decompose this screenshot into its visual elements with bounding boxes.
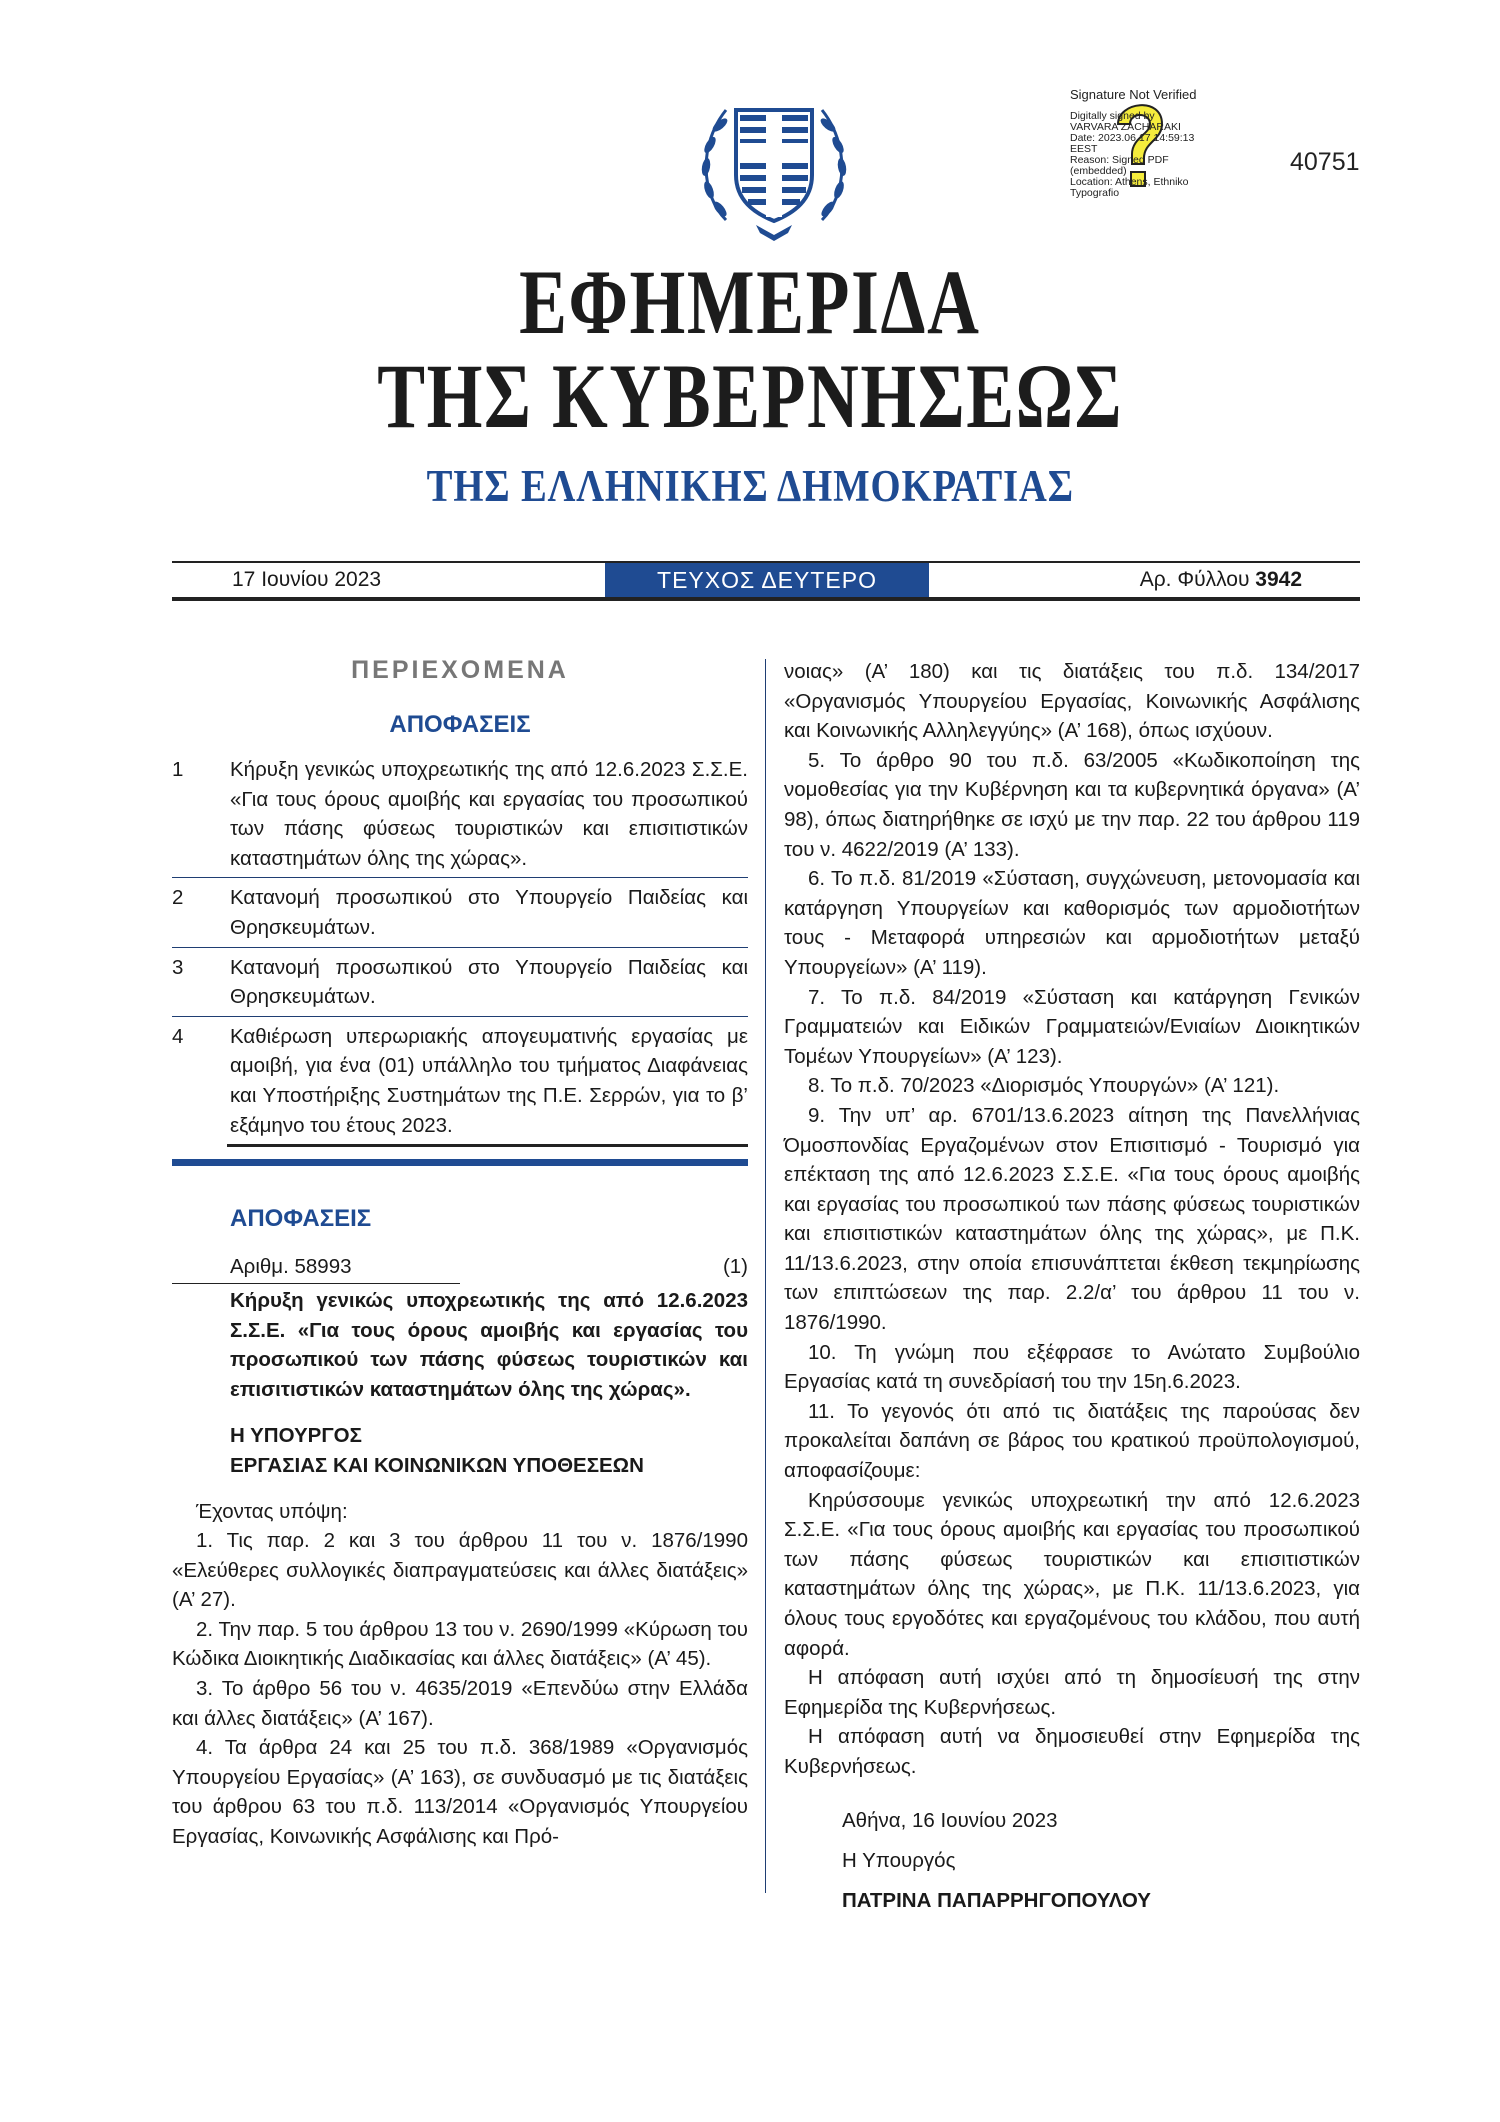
contents-title: ΠΕΡΙΕΧΟΜΕΝΑ	[351, 656, 569, 684]
greek-coat-of-arms-emblem	[696, 85, 852, 243]
masthead-text: ΤΗΣ ΕΛΛΗΝΙΚΗΣ ΔΗΜΟΚΡΑΤΙΑΣ	[426, 461, 1074, 511]
signature-line: Typografio	[1070, 187, 1120, 199]
issue-series-badge: ΤΕΥΧΟΣ ΔΕΥΤΕΡΟ	[605, 563, 929, 597]
signature-line: Location: Athens, Ethniko	[1070, 176, 1189, 188]
signer-name: ΠΑΤΡΙΝΑ ΠΑΠΑΡΡΗΓΟΠΟΥΛΟΥ	[842, 1888, 1151, 1912]
masthead-text: ΕΦΗΜΕΡΙΔΑ	[519, 251, 981, 353]
signature-line: Reason: Signed PDF	[1070, 154, 1169, 166]
signature-line: Date: 2023.06.17 14:59:13	[1070, 132, 1195, 144]
body-paragraph: Κηρύσσουμε γενικώς υποχρεωτική την από 12.6.2023 Σ.Σ.Ε. «Για τους όρους αμοιβής και εργασίας του προσωπικού των πάσης φύσεως τουριστικών και επισιτιστικών καταστημάτων όλης της χώρας», με Π.Κ. 11/13.6.2023, για όλους τους εργοδότες και εργαζομένους του κλάδου, που αυτή αφορά.	[784, 1488, 1360, 1660]
sheet-value: 3942	[1255, 568, 1302, 591]
signature-line: Digitally signed by	[1070, 110, 1155, 122]
masthead-text: ΤΗΣ ΚΥΒΕΡΝΗΣΕΩΣ	[377, 345, 1123, 447]
masthead-title-line2	[0, 345, 1500, 447]
body-paragraph: 9. Την υπ’ αρ. 6701/13.6.2023 αίτηση της Πανελλήνιας Όμοσπονδίας Εργαζομένων στον Επισιτισμό - Τουρισμό για επέκταση της από 12.6.2023 Σ.Σ.Ε. «Για τους όρους αμοιβής και εργασίας του προσωπικού των πάσης φύσεως τουριστικών και επισιτιστικών καταστημάτων όλης της χώρας», με Π.Κ. 11/13.6.2023, στην οποία επισυνάπτεται έκθεση τεκμηρίωσης των επιπτώσεων της παρ. 2.2/α’ του άρθρου 11 του ν. 1876/1990.	[784, 1103, 1360, 1335]
body-paragraph: 3. Το άρθρο 56 του ν. 4635/2019 «Επενδύω στην Ελλάδα και άλλες διατάξεις» (Α’ 167).	[172, 1677, 748, 1730]
minister-line: ΕΡΓΑΣΙΑΣ ΚΑΙ ΚΟΙΝΩΝΙΚΩΝ ΥΠΟΘΕΣΕΩΝ	[230, 1453, 644, 1477]
body-paragraph: 6. Το π.δ. 81/2019 «Σύσταση, συγχώνευση, μετονομασία και κατάργηση Υπουργείων και καθορισμός των αρμοδιοτήτων τους - Μεταφορά υπηρεσιών και αρμοδιοτήτων μεταξύ Υπουργείων» (Α’ 119).	[784, 867, 1360, 979]
body-paragraph: 1. Τις παρ. 2 και 3 του άρθρου 11 του ν. 1876/1990 «Ελεύθερες συλλογικές διαπραγματεύσεις και άλλες διατάξεις» (Α’ 27).	[172, 1529, 748, 1612]
sheet-label: Αρ. Φύλλου	[1139, 568, 1256, 591]
contents-item-number: 2	[172, 886, 184, 910]
digital-signature-stamp[interactable]	[1070, 88, 1270, 199]
signature-line: (embedded)	[1070, 165, 1127, 177]
left-column	[172, 654, 748, 1852]
decision-number: Αριθμ. 58993	[230, 1255, 352, 1279]
contents-item-text: Κατανομή προσωπικού στο Υπουργείο Παιδείας και Θρησκευμάτων.	[230, 886, 748, 939]
decision-body-left	[172, 1497, 748, 1852]
sheet-number	[1140, 567, 1302, 593]
body-paragraph: Η απόφαση αυτή να δημοσιευθεί στην Εφημερίδα της Κυβερνήσεως.	[784, 1725, 1360, 1778]
minister-line: Η ΥΠΟΥΡΓΟΣ	[230, 1423, 362, 1447]
issuing-minister	[230, 1421, 748, 1481]
issue-header-bar	[172, 561, 1360, 601]
contents-item-text: Καθιέρωση υπερωριακής απογευματινής εργασίας με αμοιβή, για ένα (01) υπάλληλο του τμήματος Διαφάνειας και Υποστήριξης Συστημάτων της Π.Ε. Σερρών, για το β’ εξάμηνο του έτους 2023.	[230, 1024, 748, 1137]
contents-item[interactable]	[172, 882, 748, 947]
decisions-section-title: ΑΠΟΦΑΣΕΙΣ	[230, 1205, 372, 1233]
column-divider	[765, 659, 766, 1893]
contents-item-number: 3	[172, 955, 184, 979]
section-divider-bar	[172, 1159, 748, 1166]
body-paragraph: νοιας» (Α’ 180) και τις διατάξεις του π.δ. 134/2017 «Οργανισμός Υπουργείου Εργασίας, Κοινωνικής Ασφάλισης και Κοινωνικής Αλληλεγγύης» (Α’ 168), όπως ισχύουν.	[784, 660, 1360, 743]
body-paragraph: 8. Το π.δ. 70/2023 «Διορισμός Υπουργών» (Α’ 121).	[808, 1074, 1280, 1098]
contents-item[interactable]	[172, 1021, 748, 1147]
contents-item-number: 4	[172, 1024, 184, 1048]
signature-status: Signature Not Verified	[1070, 87, 1197, 102]
contents-section-title: ΑΠΟΦΑΣΕΙΣ	[389, 711, 531, 738]
contents-item-text: Κήρυξη γενικώς υποχρεωτικής της από 12.6.2023 Σ.Σ.Ε. «Για τους όρους αμοιβής και εργασίας του προσωπικού των πάσης φύσεως τουριστικών και επισιτιστικών καταστημάτων όλης της χώρας».	[230, 758, 748, 870]
masthead-title-line1	[0, 251, 1500, 353]
masthead-subtitle	[0, 462, 1500, 510]
body-paragraph: 5. Το άρθρο 90 του π.δ. 63/2005 «Κωδικοποίηση της νομοθεσίας για την Κυβέρνηση και τα κυβερνητικά όργανα» (Α’ 98), όπως διατηρήθηκε σε ισχύ με την παρ. 22 του άρθρου 119 του ν. 4622/2019 (Α’ 133).	[784, 748, 1360, 861]
decision-heading: Κήρυξη γενικώς υποχρεωτικής της από 12.6.2023 Σ.Σ.Ε. «Για τους όρους αμοιβής και εργασίας του προσωπικού των πάσης φύσεως τουριστικών και επισιτιστικών καταστημάτων όλης της χώρας».	[230, 1289, 748, 1401]
body-paragraph: 11. Το γεγονός ότι από τις διατάξεις της παρούσας δεν προκαλείται δαπάνη σε βάρος του κρατικού προϋπολογισμού, αποφασίζουμε:	[784, 1399, 1360, 1483]
decision-sequence: (1)	[722, 1255, 748, 1279]
body-paragraph: Η απόφαση αυτή ισχύει από τη δημοσίευσή της στην Εφημερίδα της Κυβερνήσεως.	[784, 1666, 1360, 1719]
decision-body-right	[784, 657, 1360, 1782]
decision-number-row	[172, 1252, 748, 1286]
contents-item[interactable]	[172, 754, 748, 878]
body-paragraph: Έχοντας υπόψη:	[196, 1499, 348, 1523]
body-paragraph: 10. Τη γνώμη που εξέφρασε το Ανώτατο Συμβούλιο Εργασίας κατά τη συνεδρίασή του την 15η.6.2023.	[784, 1340, 1360, 1394]
contents-item[interactable]	[172, 952, 748, 1017]
contents-item-number: 1	[172, 758, 184, 781]
decision-number-underline	[172, 1283, 460, 1284]
body-paragraph: 2. Την παρ. 5 του άρθρου 13 του ν. 2690/1999 «Κύρωση του Κώδικα Διοικητικής Διαδικασίας και άλλες διατάξεις» (Α’ 45).	[172, 1617, 748, 1671]
signature-line: VARVARA ZACHARAKI	[1070, 121, 1181, 133]
signature-line: EEST	[1070, 143, 1098, 155]
contents-item-text: Κατανομή προσωπικού στο Υπουργείο Παιδείας και Θρησκευμάτων.	[230, 955, 748, 1009]
page-number: 40751	[1290, 148, 1360, 176]
signature-block	[842, 1808, 1360, 1928]
body-paragraph: 4. Τα άρθρα 24 και 25 του π.δ. 368/1989 «Οργανισμός Υπουργείου Εργασίας» (Α’ 163), σε συνδυασμό με τις διατάξεις του άρθρου 63 του π.δ. 113/2014 «Οργανισμός Υπουργείου Εργασίας, Κοινωνικής Ασφάλισης και Πρό-	[172, 1736, 748, 1849]
signer-title: Η Υπουργός	[842, 1848, 956, 1872]
issue-date: 17 Ιουνίου 2023	[232, 568, 382, 591]
right-column	[784, 657, 1360, 1928]
body-paragraph: 7. Το π.δ. 84/2019 «Σύσταση και κατάργηση Γενικών Γραμματειών και Ειδικών Γραμματειών/Ενιαίων Διοικητικών Τομέων Υπουργείων» (Α’ 123).	[784, 985, 1360, 1068]
place-date: Αθήνα, 16 Ιουνίου 2023	[842, 1808, 1058, 1832]
contents-list	[172, 754, 748, 1151]
